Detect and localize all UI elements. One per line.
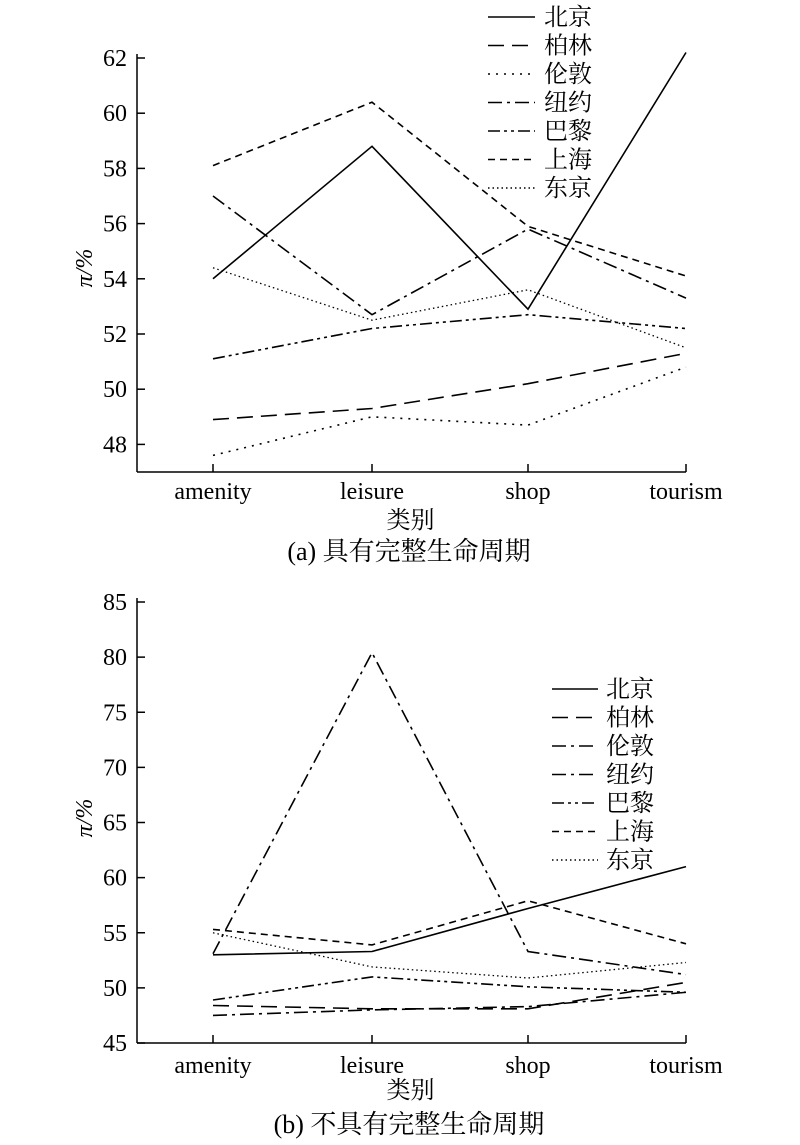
legend-label: 巴黎 <box>544 119 592 145</box>
legend-label: 伦敦 <box>544 62 592 88</box>
x-axis-title: 类别 <box>386 1078 435 1104</box>
y-tick-label: 80 <box>103 645 127 672</box>
y-tick-label: 58 <box>103 156 127 183</box>
legend-label: 东京 <box>544 176 592 202</box>
legend-label: 纽约 <box>544 90 592 117</box>
x-axis-title: 类别 <box>386 508 435 534</box>
legend-label: 上海 <box>544 147 592 174</box>
x-tick-label: tourism <box>649 1053 723 1079</box>
legend-label: 东京 <box>606 848 654 874</box>
x-tick-label: tourism <box>649 479 723 505</box>
x-tick-label: shop <box>505 479 551 505</box>
series-line <box>213 977 686 1000</box>
legend <box>488 4 592 202</box>
y-tick-label: 52 <box>103 322 127 348</box>
chart-panel-a <box>72 4 723 566</box>
legend-label: 上海 <box>606 819 654 846</box>
y-tick-label: 75 <box>103 700 127 727</box>
legend-label: 北京 <box>606 677 654 703</box>
series-line <box>213 196 686 315</box>
x-tick-label: shop <box>505 1053 551 1079</box>
chart-caption: (b) 不具有完整生命周期 <box>273 1110 545 1139</box>
series-line <box>213 353 686 419</box>
legend-label: 伦敦 <box>606 734 654 760</box>
legend-label: 纽约 <box>606 762 654 789</box>
y-tick-label: 85 <box>103 590 127 616</box>
y-tick-label: 60 <box>103 865 127 892</box>
x-tick-label: amenity <box>174 479 252 505</box>
series-line <box>213 268 686 348</box>
x-tick-label: amenity <box>174 1053 252 1079</box>
y-tick-label: 48 <box>103 432 127 459</box>
y-tick-label: 60 <box>103 101 127 128</box>
series-line <box>213 992 686 1015</box>
y-tick-label: 54 <box>103 266 127 293</box>
y-tick-label: 65 <box>103 810 127 837</box>
y-tick-label: 50 <box>103 377 127 404</box>
series-line <box>213 367 686 455</box>
x-tick-label: leisure <box>340 1053 404 1079</box>
y-axis-title: π/% <box>72 248 98 288</box>
y-axis-title: π/% <box>72 798 98 838</box>
series-line <box>213 933 686 978</box>
series-line <box>213 982 686 1008</box>
y-tick-label: 70 <box>103 755 127 782</box>
series-line <box>213 901 686 945</box>
series-line <box>213 53 686 310</box>
series-line <box>213 867 686 955</box>
legend-label: 巴黎 <box>606 791 654 817</box>
y-tick-label: 45 <box>103 1031 127 1057</box>
legend-label: 柏林 <box>606 705 654 732</box>
y-tick-label: 62 <box>103 46 127 72</box>
y-tick-label: 50 <box>103 975 127 1002</box>
legend-label: 北京 <box>544 5 592 31</box>
chart-caption: (a) 具有完整生命周期 <box>287 537 531 566</box>
y-tick-label: 56 <box>103 211 127 238</box>
legend <box>552 676 654 874</box>
chart-panel-b <box>72 590 723 1139</box>
x-tick-label: leisure <box>340 479 404 505</box>
y-tick-label: 55 <box>103 920 127 947</box>
legend-label: 柏林 <box>544 33 592 60</box>
